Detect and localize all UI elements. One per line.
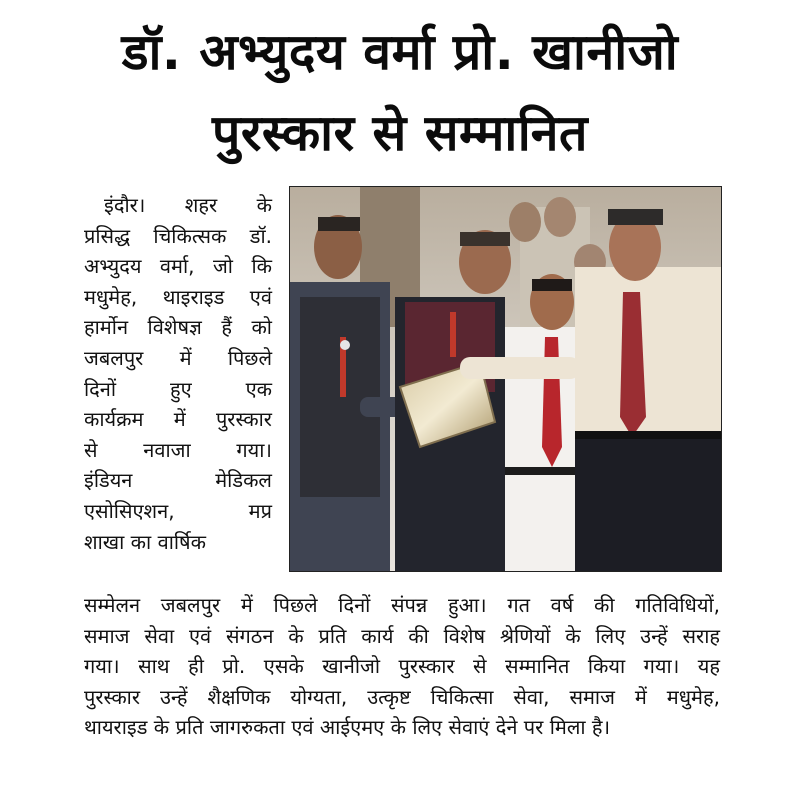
article-line: प्रसिद्ध चिकित्सक डॉ. [84,223,272,248]
article-line: समाज सेवा एवं संगठन के प्रति कार्य की विशेष श्रेणियों के लिए उन्हें सराह [84,623,720,648]
article-line: हार्मोन विशेषज्ञ हैं को [84,315,272,340]
article-line: सम्मेलन जबलपुर में पिछले दिनों संपन्न हुआ। गत वर्ष की गतिविधियों, [84,593,720,617]
article-line: दिनों हुए एक [84,376,272,401]
article-line: इंदौर। शहर के [104,193,272,217]
article-line: इंडियन मेडिकल [84,468,272,493]
article-line: गया। साथ ही प्रो. एसके खानीजो पुरस्कार से सम्मानित किया गया। यह [84,654,720,679]
article-line: अभ्युदय वर्मा, जो कि [84,254,272,279]
article-full-width [84,590,720,743]
article-line: पुरस्कार उन्हें शैक्षणिक योग्यता, उत्कृष्ट चिकित्सा सेवा, समाज में मधुमेह, [84,684,720,709]
headline-line-1: डॉ. अभ्युदय वर्मा प्रो. खानीजो [121,23,679,81]
article-line: मधुमेह, थाइराइड एवं [84,284,272,309]
article-line: थायराइड के प्रति जागरुकता एवं आईएमए के लिए सेवाएं देने पर मिला है। [84,715,611,740]
article-line: जबलपुर में पिछले [84,345,272,370]
article-line: एसोसिएशन, मप्र [84,498,272,523]
article-left-column [84,190,272,557]
article-line: शाखा का वार्षिक [84,529,206,554]
headline-line-2: पुरस्कार से सम्मानित [211,104,588,162]
article-line: कार्यक्रम में पुरस्कार [84,407,272,432]
award-photo [289,186,722,572]
article-line: से नवाजा गया। [84,437,272,462]
